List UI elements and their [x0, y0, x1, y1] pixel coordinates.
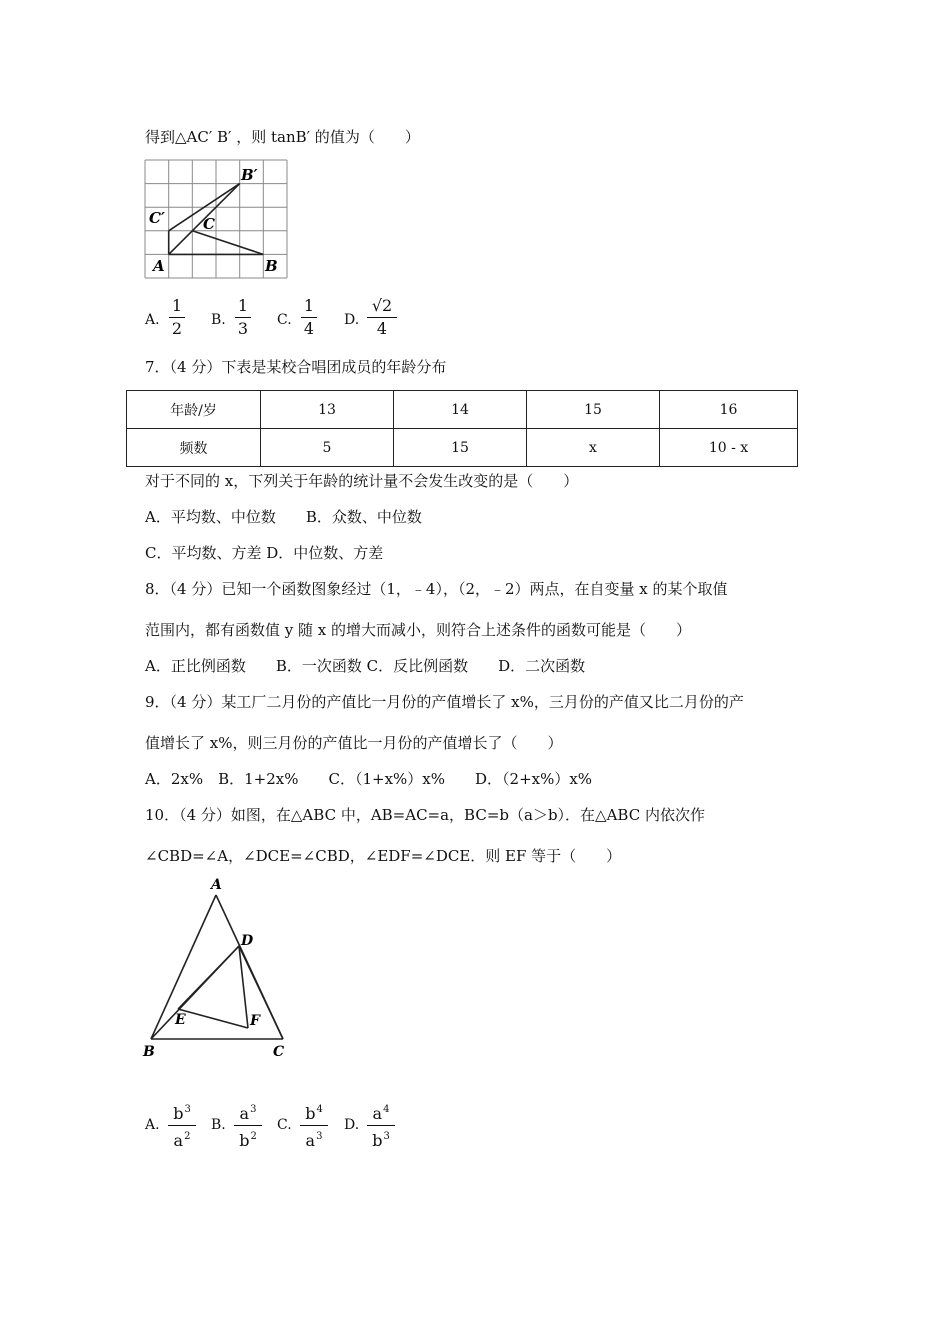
table-cell: 14 — [394, 391, 527, 429]
q10-option-a-letter: A. — [145, 1117, 160, 1133]
q7-stem: 7．（4 分）下表是某校合唱团成员的年龄分布 — [145, 358, 447, 376]
q8-options: A．正比例函数 B．一次函数 C．反比例函数 D．二次函数 — [145, 657, 586, 675]
q6-option-c-letter: C. — [277, 312, 292, 328]
q6-option-d-num: √2 — [371, 296, 393, 315]
q10-label-d: D — [241, 933, 254, 949]
q6-label-c: C — [203, 215, 215, 233]
q10-option-c-num: b — [305, 1104, 316, 1123]
q6-label-a: A — [153, 257, 165, 275]
q10-option-b-fraction — [234, 1100, 262, 1151]
q6-option-b-letter: B. — [211, 312, 226, 328]
q6-option-d-letter: D. — [344, 312, 360, 328]
q10-label-b: B — [143, 1044, 155, 1060]
table-cell: x — [527, 429, 660, 467]
q10-label-f: F — [250, 1013, 260, 1029]
q10-option-a-fraction — [168, 1100, 196, 1151]
q6-option-d-fraction — [367, 296, 397, 339]
table-cell: 13 — [261, 391, 394, 429]
q6-option-d-den: 4 — [376, 319, 388, 338]
q10-option-c-letter: C. — [277, 1117, 292, 1133]
q10-option-d-den: b — [372, 1131, 383, 1150]
q6-option-b-den: 3 — [237, 319, 249, 338]
q10-label-e: E — [175, 1012, 186, 1028]
q7-options-line2: C．平均数、方差 D．中位数、方差 — [145, 544, 384, 562]
q7-options-line1: A．平均数、中位数 B．众数、中位数 — [145, 508, 422, 526]
q10-label-c: C — [273, 1044, 285, 1060]
q10-option-b-letter: B. — [211, 1117, 226, 1133]
table-cell: 15 — [394, 429, 527, 467]
q10-option-d-den-exp: 3 — [383, 1131, 390, 1142]
q10-option-c-fraction — [300, 1100, 328, 1151]
q10-option-c-den-exp: 3 — [316, 1131, 323, 1142]
table-cell: 15 — [527, 391, 660, 429]
q6-option-c-num: 1 — [303, 296, 315, 315]
q9-options: A．2x% B．1+2x% C．（1+x%）x% D．（2+x%）x% — [145, 770, 593, 788]
q6-option-c-fraction — [301, 296, 317, 339]
q10-option-a-num-exp: 3 — [184, 1104, 191, 1115]
q6-label-bprime: B′ — [241, 166, 258, 184]
q10-option-c-den: a — [305, 1131, 316, 1150]
table-row — [127, 391, 798, 429]
q10-option-d-letter: D. — [344, 1117, 360, 1133]
q6-option-b-num: 1 — [237, 296, 249, 315]
q10-option-a-den-exp: 2 — [184, 1131, 191, 1142]
q7-age-table — [126, 390, 798, 467]
q6-label-cprime: C′ — [149, 209, 165, 227]
table-cell: 10 - x — [660, 429, 798, 467]
q6-option-a-letter: A. — [145, 312, 160, 328]
q6-label-b: B — [265, 257, 278, 275]
table-cell: 频数 — [127, 429, 261, 467]
q9-line1: 9．（4 分）某工厂二月份的产值比一月份的产值增长了 x%，三月份的产值又比二月份的产 — [145, 693, 744, 711]
q9-line2: 值增长了 x%，则三月份的产值比一月份的产值增长了（ ） — [145, 734, 563, 752]
table-row — [127, 429, 798, 467]
q10-option-a-num: b — [173, 1104, 184, 1123]
q10-option-b-den-exp: 2 — [250, 1131, 257, 1142]
q6-option-b-fraction — [235, 296, 251, 339]
table-cell: 5 — [261, 429, 394, 467]
q6-option-a-den: 2 — [171, 319, 183, 338]
q8-line2: 范围内，都有函数值 y 随 x 的增大而减小，则符合上述条件的函数可能是（ ） — [145, 621, 692, 639]
q10-option-b-num: a — [239, 1104, 250, 1123]
q6-option-a-num: 1 — [171, 296, 183, 315]
q10-triangle-figure — [138, 873, 298, 1063]
q10-option-c-num-exp: 4 — [316, 1104, 323, 1115]
q10-option-a-den: a — [173, 1131, 184, 1150]
q10-option-b-den: b — [239, 1131, 250, 1150]
table-cell: 16 — [660, 391, 798, 429]
q10-option-d-num: a — [372, 1104, 383, 1123]
q6-option-a-fraction — [169, 296, 185, 339]
q10-option-d-num-exp: 4 — [383, 1104, 390, 1115]
table-cell: 年龄/岁 — [127, 391, 261, 429]
q10-line2: ∠CBD=∠A，∠DCE=∠CBD，∠EDF=∠DCE．则 EF 等于（ ） — [145, 847, 622, 865]
q6-grid-figure — [140, 157, 292, 285]
q7-question: 对于不同的 x，下列关于年龄的统计量不会发生改变的是（ ） — [145, 472, 579, 490]
q6-option-c-den: 4 — [303, 319, 315, 338]
q10-option-d-fraction — [367, 1100, 395, 1151]
q10-label-a: A — [211, 877, 222, 893]
q10-option-b-num-exp: 3 — [250, 1104, 257, 1115]
q10-line1: 10．（4 分）如图，在△ABC 中，AB=AC=a，BC=b（a＞b）．在△ABC 内依次作 — [145, 806, 705, 824]
q8-line1: 8．（4 分）已知一个函数图象经过（1，﹣4），（2，﹣2）两点，在自变量 x 的某个取值 — [145, 580, 728, 598]
q6-stem-tail: 得到△AC′ B′ ，则 tanB′ 的值为（ ） — [145, 128, 420, 146]
